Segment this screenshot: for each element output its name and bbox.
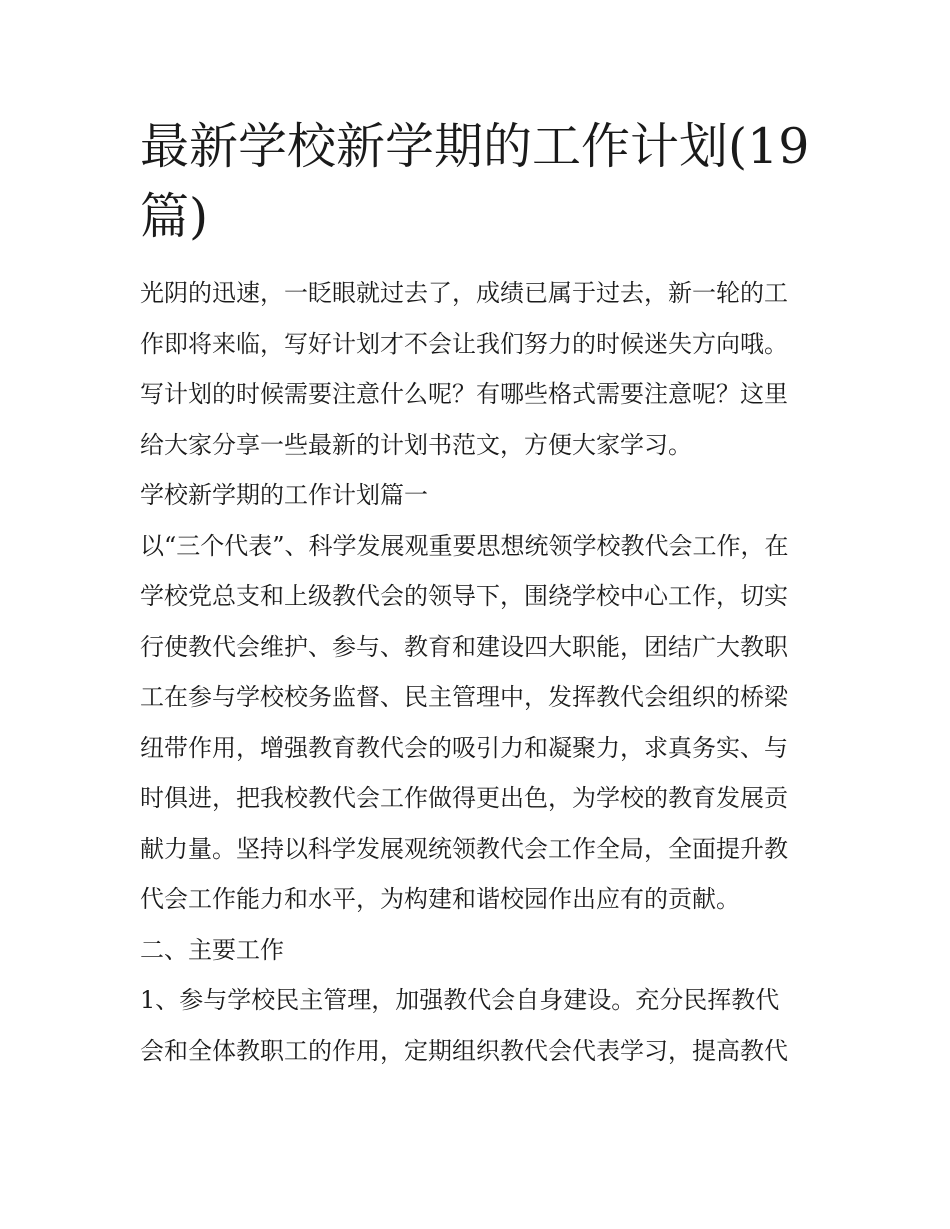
text-line: 以“三个代表”、科学发展观重要思想统领学校教代会工作，在 xyxy=(140,531,789,560)
text-line: 作即将来临，写好计划才不会让我们努力的时候迷失方向哦。 xyxy=(140,329,788,358)
text-line: 会和全体教职工的作用，定期组织教代会代表学习，提高教代 xyxy=(140,1036,788,1065)
item-paragraph xyxy=(140,975,815,1076)
text-line: 1、参与学校民主管理，加强教代会自身建设。充分民挥教代 xyxy=(140,986,780,1014)
text-line: 写计划的时候需要注意什么呢？有哪些格式需要注意呢？这里 xyxy=(140,380,788,408)
document-page xyxy=(140,112,815,1076)
text-line: 学校党总支和上级教代会的领导下，围绕学校中心工作，切实 xyxy=(140,582,788,610)
text-line: 工在参与学校校务监督、民主管理中，发挥教代会组织的桥梁 xyxy=(140,683,788,711)
text-line: 纽带作用，增强教育教代会的吸引力和凝聚力，求真务实、与 xyxy=(140,733,788,762)
text-line: 献力量。坚持以科学发展观统领教代会工作全局，全面提升教 xyxy=(140,834,788,863)
text-line: 给大家分享一些最新的计划书范文，方便大家学习。 xyxy=(140,430,692,459)
intro-paragraph xyxy=(140,268,815,470)
title-line: 最新学校新学期的工作计划(19 xyxy=(140,118,810,175)
text-line: 时俱进，把我校教代会工作做得更出色，为学校的教育发展贡 xyxy=(140,784,788,812)
section-heading: 学校新学期的工作计划篇一 xyxy=(140,481,428,509)
text-line: 代会工作能力和水平，为构建和谐校园作出应有的贡献。 xyxy=(140,885,740,913)
text-line: 行使教代会维护、参与、教育和建设四大职能，团结广大教职 xyxy=(140,632,788,661)
text-line: 光阴的迅速，一眨眼就过去了，成绩已属于过去，新一轮的工 xyxy=(140,279,788,307)
body-paragraph xyxy=(140,521,815,925)
document-title xyxy=(140,112,815,252)
subheading: 二、主要工作 xyxy=(140,935,284,964)
title-line: 篇) xyxy=(140,188,209,245)
